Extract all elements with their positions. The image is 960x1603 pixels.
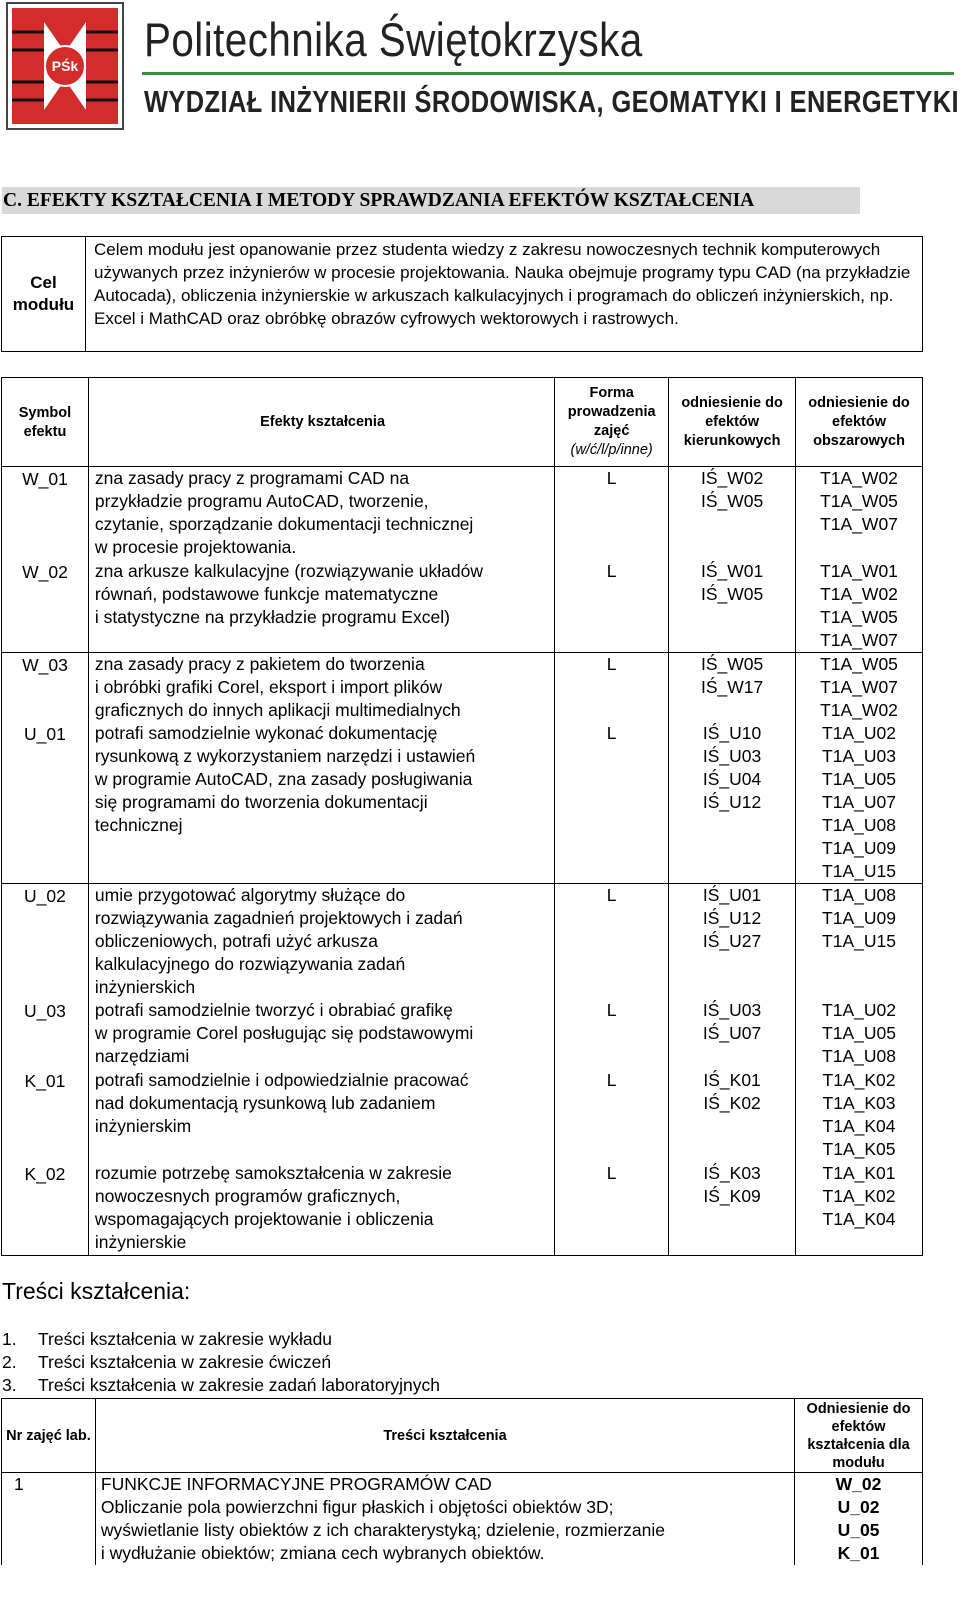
header-lab-reference: Odniesienie do efektów kształcenia dla modułu — [795, 1399, 923, 1473]
effect-description: potrafi samodzielnie i odpowiedzialnie pracować nad dokumentacją rysunkową lub zadaniem inżynierskim — [88, 1069, 554, 1162]
header-form — [555, 378, 669, 467]
effect-description: potrafi samodzielnie wykonać dokumentację rysunkową z wykorzystaniem narzędzi i ustawień w programie AutoCAD, zna zasady posługiwania się programami do tworzenia dokumentacji technicznej — [88, 722, 554, 884]
effect-kierunkowe: IŚ_U10 IŚ_U03 IŚ_U04 IŚ_U12 — [669, 722, 796, 884]
table-row — [2, 883, 923, 999]
effect-symbol: W_02 — [2, 560, 89, 653]
effect-description: zna arkusze kalkulacyjne (rozwiązywanie układów równań, podstawowe funkcje matematyczne i statystyczne na przykładzie programu Excel) — [88, 560, 554, 653]
effect-obszarowe: T1A_W01 T1A_W02 T1A_W05 T1A_W07 — [796, 560, 923, 653]
effect-obszarowe: T1A_W02 T1A_W05 T1A_W07 — [796, 467, 923, 560]
effect-form: L — [555, 999, 669, 1069]
lab-content: FUNKCJE INFORMACYJNE PROGRAMÓW CAD Obliczanie pola powierzchni figur płaskich i objętości obiektów 3D; wyświetlanie listy obiektów z ich charakterystyką; dzielenie, rozmierzanie i wydłużanie obiektów; zmiana cech wybranych obiektów. — [95, 1473, 794, 1566]
effect-symbol: K_02 — [2, 1162, 89, 1255]
header-obszarowe: odniesienie do efektów obszarowych — [796, 378, 923, 467]
header-symbol: Symbol efektu — [2, 378, 89, 467]
list-item — [2, 1328, 440, 1351]
list-item-text: Treści kształcenia w zakresie ćwiczeń — [38, 1352, 332, 1372]
lab-reference: W_02 U_02 U_05 K_01 — [795, 1473, 923, 1566]
contents-title: Treści kształcenia: — [2, 1278, 191, 1304]
faculty-name: WYDZIAŁ INŻYNIERII ŚRODOWISKA, GEOMATYKI I ENERGETYKI — [144, 84, 959, 119]
effect-obszarowe: T1A_U02 T1A_U03 T1A_U05 T1A_U07 T1A_U08 T1A_U09 T1A_U15 — [796, 722, 923, 884]
effect-description: rozumie potrzebę samokształcenia w zakresie nowoczesnych programów graficznych, wspomagających projektowanie i obliczenia inżynierskie — [88, 1162, 554, 1255]
module-goal-text: Celem modułu jest opanowanie przez studenta wiedzy z zakresu nowoczesnych technik komputerowych używanych przez inżynierów w procesie projektowania. Nauka obejmuje programy typu CAD (na przykładzie Autocada), obliczenia inżynierskie w arkuszach kalkulacyjnych i programach do obliczeń inżynierskich, np. Excel i MathCAD oraz obróbkę obrazów cyfrowych wektorowych i rastrowych. — [94, 240, 911, 328]
table-row — [2, 652, 923, 722]
list-item-text: Treści kształcenia w zakresie wykładu — [38, 1329, 333, 1349]
lab-number: 1 — [2, 1473, 96, 1566]
effect-symbol: U_02 — [2, 883, 89, 999]
logo-text: PŚk — [51, 58, 79, 74]
list-item-number: 1. — [2, 1329, 17, 1349]
effect-description: umie przygotować algorytmy służące do rozwiązywania zagadnień projektowych i zadań obliczeniowych, potrafi użyć arkusza kalkulacyjnego do rozwiązywania zadań inżynierskich — [88, 883, 554, 999]
effect-symbol: W_01 — [2, 467, 89, 560]
list-item — [2, 1374, 440, 1397]
list-item-text: Treści kształcenia w zakresie zadań laboratoryjnych — [38, 1375, 441, 1395]
header-form-sub: (w/ć/l/p/inne) — [570, 442, 653, 458]
table-row — [2, 1162, 923, 1255]
effect-obszarowe: T1A_K02 T1A_K03 T1A_K04 T1A_K05 — [796, 1069, 923, 1162]
table-row — [2, 999, 923, 1069]
header-divider — [142, 72, 954, 75]
page-header — [6, 2, 959, 132]
effect-obszarowe: T1A_W05 T1A_W07 T1A_W02 — [796, 652, 923, 722]
effect-symbol: U_01 — [2, 722, 89, 884]
effect-symbol: U_03 — [2, 999, 89, 1069]
module-goal-label: Cel modułu — [2, 237, 86, 351]
effect-symbol: W_03 — [2, 652, 89, 722]
effect-description: zna zasady pracy z programami CAD na przykładzie programu AutoCAD, tworzenie, czytanie, sporządzanie dokumentacji technicznej w procesie projektowania. — [88, 467, 554, 560]
effect-obszarowe: T1A_U02 T1A_U05 T1A_U08 — [796, 999, 923, 1069]
effect-kierunkowe: IŚ_W05 IŚ_W17 — [669, 652, 796, 722]
effect-kierunkowe: IŚ_U03 IŚ_U07 — [669, 999, 796, 1069]
effect-kierunkowe: IŚ_W02 IŚ_W05 — [669, 467, 796, 560]
header-lab-number: Nr zajęć lab. — [2, 1399, 96, 1473]
list-item-number: 3. — [2, 1375, 17, 1395]
contents-list — [2, 1328, 440, 1397]
lab-contents-table — [1, 1398, 923, 1565]
table-row — [2, 1473, 923, 1566]
effect-symbol: K_01 — [2, 1069, 89, 1162]
effect-description: potrafi samodzielnie tworzyć i obrabiać grafikę w programie Corel posługując się podstawowymi narzędziami — [88, 999, 554, 1069]
list-item-number: 2. — [2, 1352, 17, 1372]
section-heading: C. EFEKTY KSZTAŁCENIA I METODY SPRAWDZANIA EFEKTÓW KSZTAŁCENIA — [2, 187, 860, 214]
effect-form: L — [555, 560, 669, 653]
effect-form: L — [555, 652, 669, 722]
learning-effects-table — [1, 377, 923, 1256]
module-goal-table — [1, 236, 923, 352]
effect-form: L — [555, 722, 669, 884]
header-lab-content: Treści kształcenia — [95, 1399, 794, 1473]
effect-kierunkowe: IŚ_W01 IŚ_W05 — [669, 560, 796, 653]
effect-obszarowe: T1A_U08 T1A_U09 T1A_U15 — [796, 883, 923, 999]
table-row — [2, 1069, 923, 1162]
university-name: Politechnika Świętokrzyska — [144, 13, 643, 66]
effect-description: zna zasady pracy z pakietem do tworzenia i obróbki grafiki Corel, eksport i import plików graficznych do innych aplikacji multimedialnych — [88, 652, 554, 722]
header-kierunkowe: odniesienie do efektów kierunkowych — [669, 378, 796, 467]
effect-form: L — [555, 883, 669, 999]
table-row — [2, 560, 923, 653]
effect-kierunkowe: IŚ_K01 IŚ_K02 — [669, 1069, 796, 1162]
list-item — [2, 1351, 440, 1374]
table-row — [2, 722, 923, 884]
effect-kierunkowe: IŚ_K03 IŚ_K09 — [669, 1162, 796, 1255]
effect-obszarowe: T1A_K01 T1A_K02 T1A_K04 — [796, 1162, 923, 1255]
university-logo — [6, 2, 124, 130]
effect-form: L — [555, 1069, 669, 1162]
effect-form: L — [555, 1162, 669, 1255]
table-row — [2, 467, 923, 560]
header-effects: Efekty kształcenia — [88, 378, 554, 467]
effect-form: L — [555, 467, 669, 560]
header-form-label: Forma prowadzenia zajęć — [567, 385, 656, 439]
effect-kierunkowe: IŚ_U01 IŚ_U12 IŚ_U27 — [669, 883, 796, 999]
